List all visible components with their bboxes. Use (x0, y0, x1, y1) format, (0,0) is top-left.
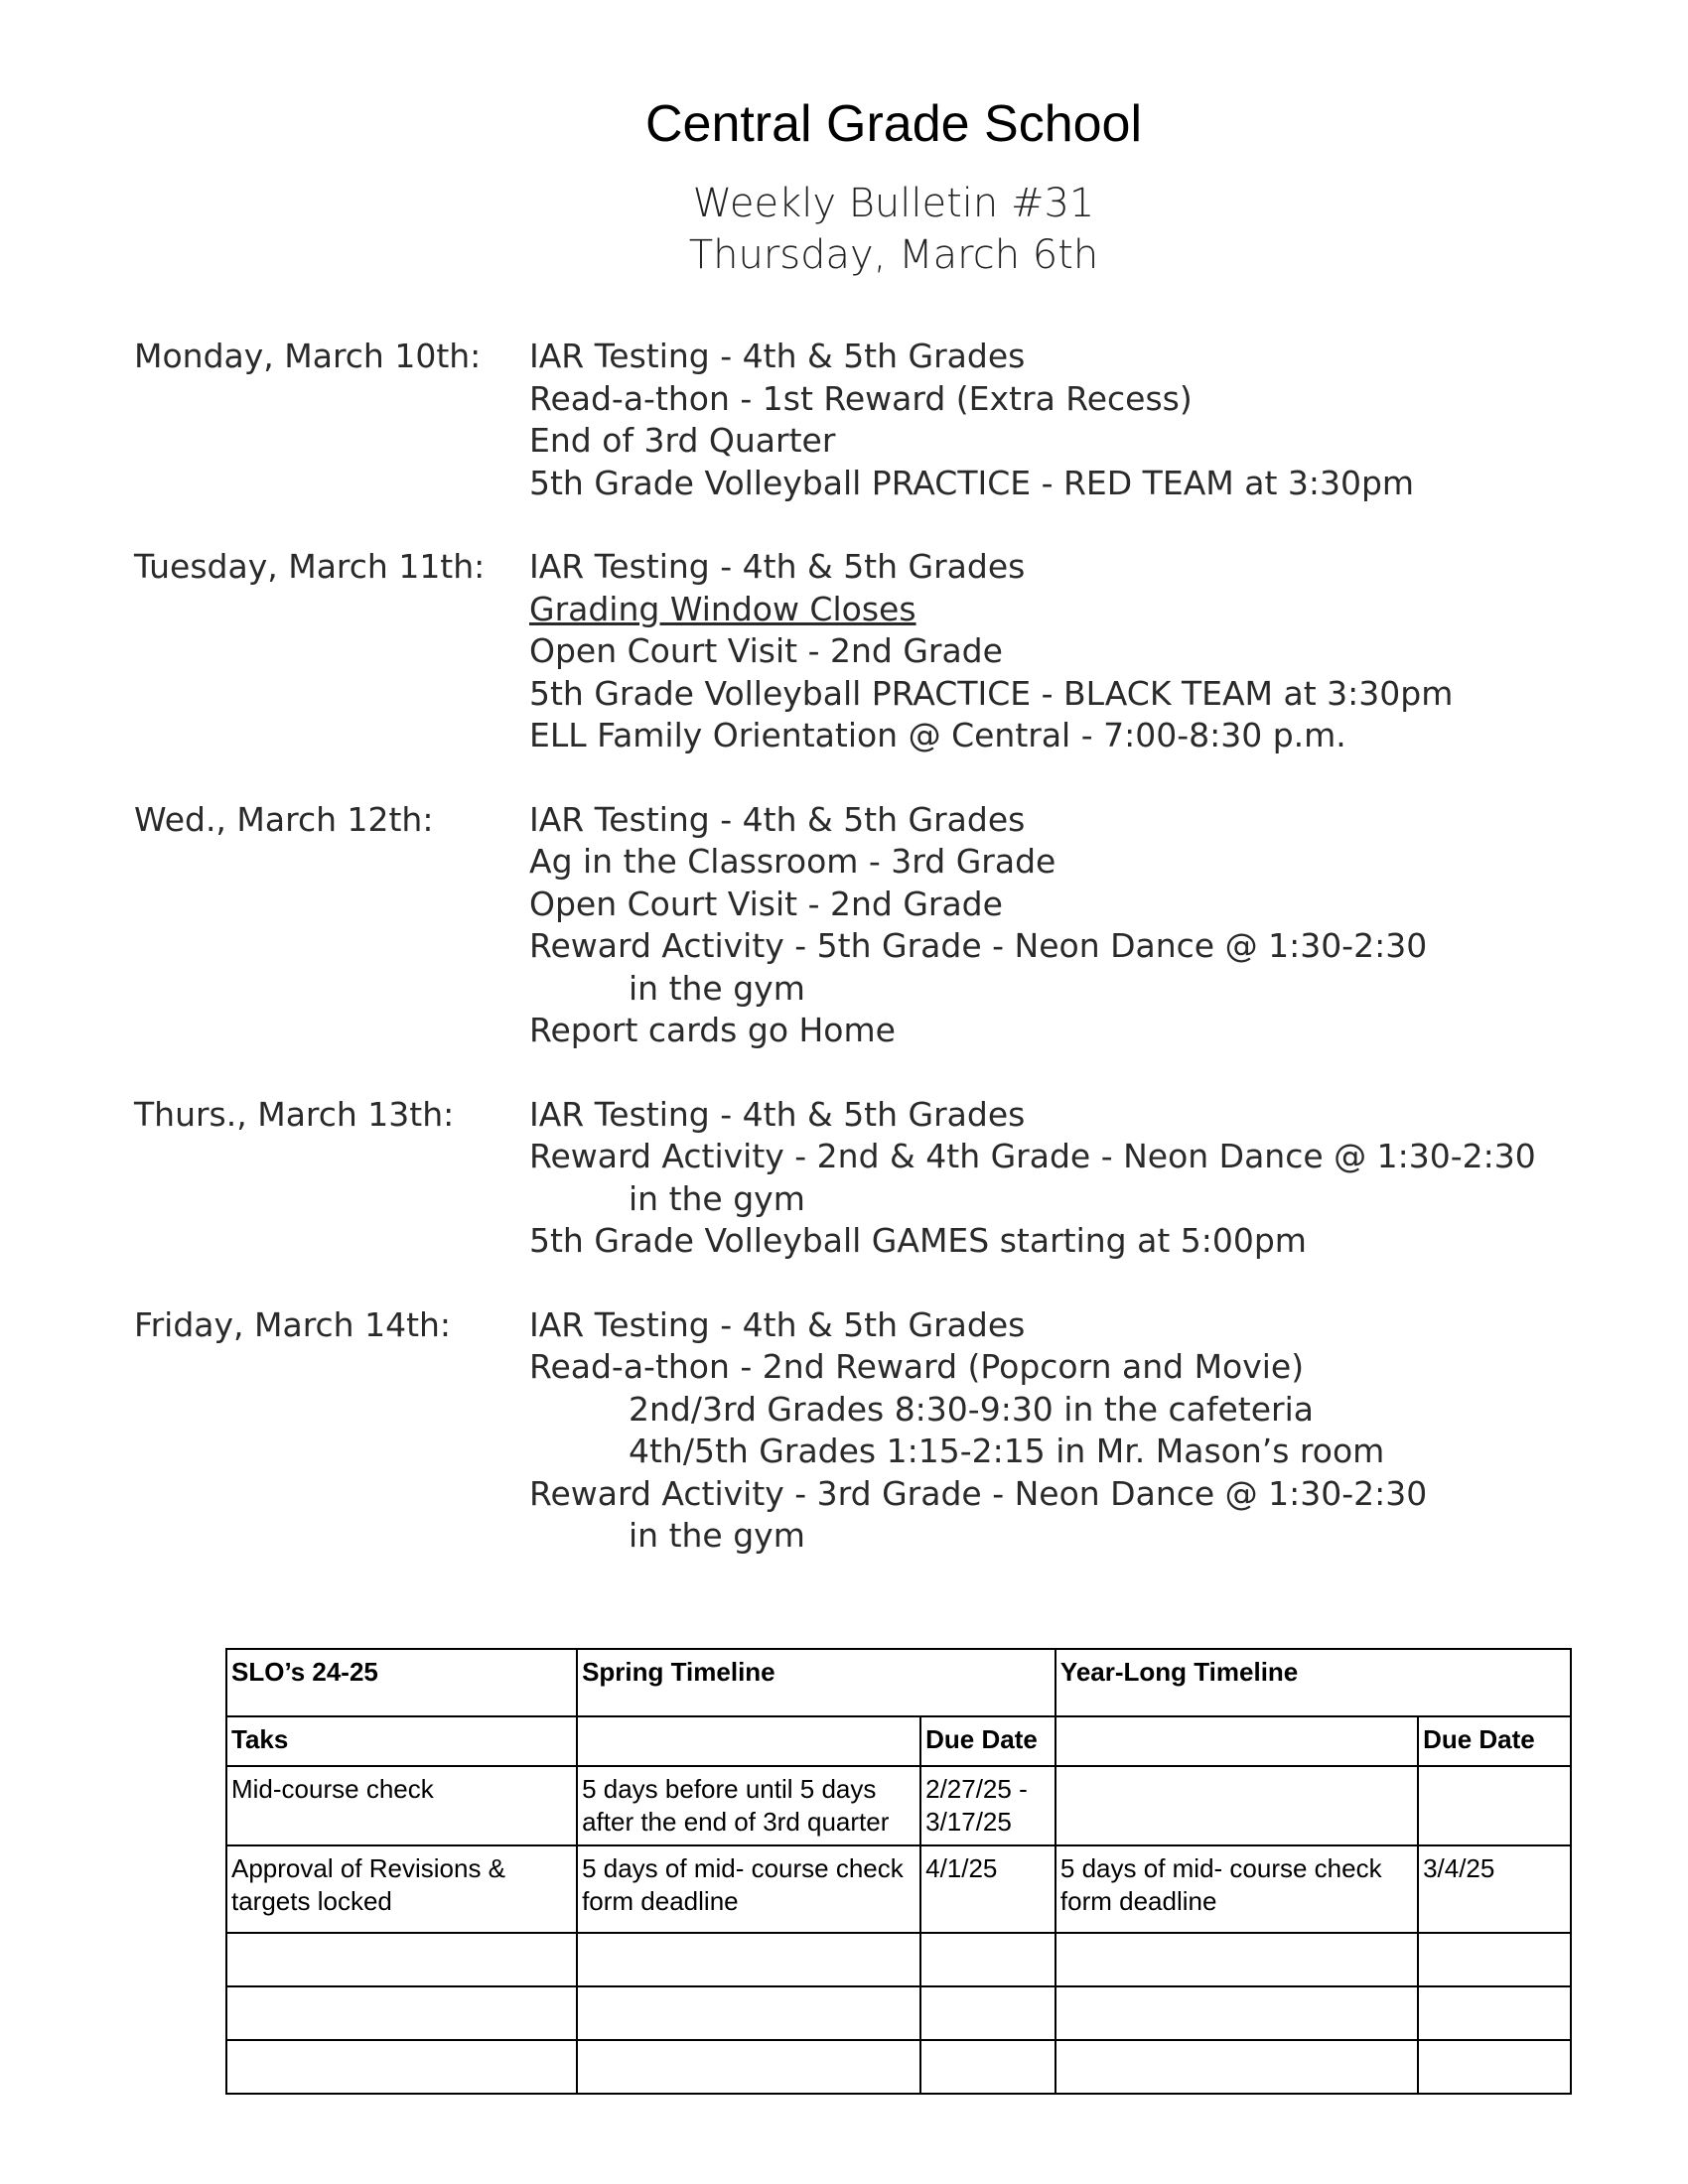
event-item-continuation: in the gym (629, 968, 805, 1008)
slo-timeline-table (225, 1648, 1572, 2095)
event-list (529, 1094, 1623, 1263)
table-row-empty (226, 1933, 1571, 1986)
table-header-cell (577, 1716, 920, 1766)
table-row-empty (226, 1986, 1571, 2040)
day-block-friday (134, 1304, 1623, 1558)
event-item-continuation: in the gym (629, 1516, 805, 1555)
day-block-tuesday (134, 546, 1623, 757)
table-cell (1055, 1986, 1418, 2040)
event-item: Read-a-thon - 1st Reward (Extra Recess) (529, 378, 1193, 418)
table-header-cell: Due Date (1418, 1716, 1571, 1766)
table-row-empty (226, 2040, 1571, 2094)
event-item: IAR Testing - 4th & 5th Grades (529, 1304, 1026, 1344)
table-cell (226, 1933, 577, 1986)
event-item: Reward Activity - 3rd Grade - Neon Dance @ 1:30-2:30 (529, 1473, 1428, 1513)
table-cell (577, 1986, 920, 2040)
weekly-schedule (134, 336, 1623, 1599)
table-cell (1418, 1933, 1571, 1986)
event-item: Reward Activity - 2nd & 4th Grade - Neon Dance @ 1:30-2:30 (529, 1137, 1536, 1175)
table-row (226, 1766, 1571, 1845)
table-cell: Mid-course check (226, 1766, 577, 1845)
table-cell: 4/1/25 (920, 1845, 1055, 1933)
table-header-cell: SLO’s 24-25 (226, 1649, 577, 1716)
table-header-cell: Due Date (920, 1716, 1055, 1766)
event-item-continuation: in the gym (629, 1178, 805, 1218)
table-subheader-row (226, 1716, 1571, 1766)
table-cell (1418, 1986, 1571, 2040)
event-list (529, 799, 1623, 1052)
table-cell (920, 1986, 1055, 2040)
bulletin-date: Thursday, March 6th (688, 232, 1099, 278)
table-cell: 5 days of mid- course check form deadline (1055, 1845, 1418, 1933)
table-cell: 5 days before until 5 days after the end of 3rd quarter (577, 1766, 920, 1845)
table-cell (577, 1933, 920, 1986)
event-item: Report cards go Home (529, 1011, 896, 1049)
day-block-wednesday (134, 799, 1623, 1052)
event-list (529, 546, 1623, 757)
event-item: IAR Testing - 4th & 5th Grades (529, 337, 1026, 375)
event-item: End of 3rd Quarter (529, 421, 836, 460)
day-label: Wed., March 12th: (134, 799, 434, 839)
table-row (226, 1845, 1571, 1933)
day-label: Tuesday, March 11th: (134, 547, 486, 586)
event-item: Read-a-thon - 2nd Reward (Popcorn and Movie) (529, 1347, 1305, 1386)
table-header-cell: Year-Long Timeline (1055, 1649, 1571, 1716)
bulletin-number: Weekly Bulletin #31 (692, 181, 1095, 226)
event-item-continuation: 2nd/3rd Grades 8:30-9:30 in the cafeteria (629, 1389, 1315, 1429)
table-cell (1055, 1766, 1418, 1845)
day-block-thursday (134, 1094, 1623, 1263)
event-item: 5th Grade Volleyball PRACTICE - RED TEAM at 3:30pm (529, 463, 1415, 502)
event-item: IAR Testing - 4th & 5th Grades (529, 1094, 1026, 1134)
day-label: Friday, March 14th: (134, 1304, 452, 1344)
event-item: IAR Testing - 4th & 5th Grades (529, 799, 1026, 839)
day-block-monday (134, 336, 1623, 504)
event-item: Open Court Visit - 2nd Grade (529, 884, 1003, 923)
table-header-cell: Spring Timeline (577, 1649, 1055, 1716)
table-cell (226, 1986, 577, 2040)
event-item-continuation: 4th/5th Grades 1:15-2:15 in Mr. Mason’s room (629, 1432, 1385, 1470)
table-header-cell (1055, 1716, 1418, 1766)
table-header-cell: Taks (226, 1716, 577, 1766)
table-cell (920, 2040, 1055, 2094)
table-cell: 2/27/25 - 3/17/25 (920, 1766, 1055, 1845)
table-cell (1055, 2040, 1418, 2094)
event-list (529, 336, 1623, 504)
event-item: 5th Grade Volleyball GAMES starting at 5:00pm (529, 1221, 1307, 1260)
table-cell (920, 1933, 1055, 1986)
event-item: Reward Activity - 5th Grade - Neon Dance @ 1:30-2:30 (529, 926, 1428, 965)
table-cell: 3/4/25 (1418, 1845, 1571, 1933)
table-cell (1418, 2040, 1571, 2094)
event-item-underlined: Grading Window Closes (529, 589, 916, 628)
table-cell (1055, 1933, 1418, 1986)
event-item: Open Court Visit - 2nd Grade (529, 631, 1003, 670)
day-label: Thurs., March 13th: (134, 1094, 455, 1134)
table-cell: Approval of Revisions & targets locked (226, 1845, 577, 1933)
event-list (529, 1304, 1623, 1558)
event-item: 5th Grade Volleyball PRACTICE - BLACK TEAM at 3:30pm (529, 673, 1454, 713)
table-cell (226, 2040, 577, 2094)
table-cell (1418, 1766, 1571, 1845)
event-item: Ag in the Classroom - 3rd Grade (529, 842, 1056, 881)
table-cell (577, 2040, 920, 2094)
event-item: ELL Family Orientation @ Central - 7:00-8:30 p.m. (529, 716, 1346, 754)
day-label: Monday, March 10th: (134, 337, 482, 375)
school-name: Central Grade School (644, 95, 1143, 153)
table-cell: 5 days of mid- course check form deadline (577, 1845, 920, 1933)
table-header-row (226, 1649, 1571, 1716)
event-item: IAR Testing - 4th & 5th Grades (529, 547, 1026, 586)
